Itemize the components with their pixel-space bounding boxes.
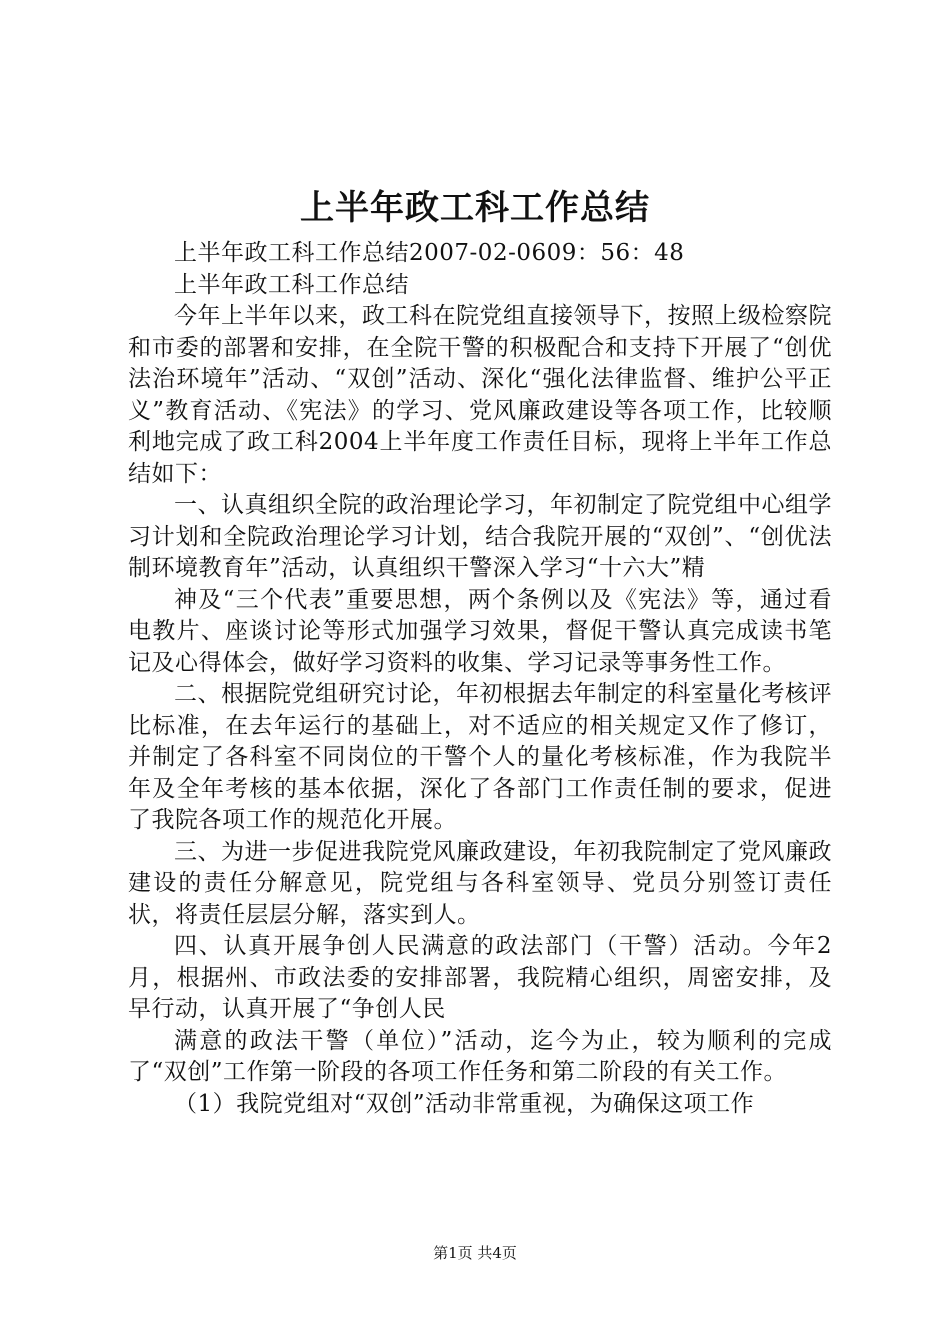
paragraph-intro: 今年上半年以来，政工科在院党组直接领导下，按照上级检察院和市委的部署和安排，在全院干警的积极配合和支持下开展了“创优法治环境年”活动、“双创”活动、深化“强化法律监督、维护公平正义”教育活动、《宪法》的学习、党风廉政建设等各项工作，比较顺利地完成了政工科2004上半年度工作责任目标，现将上半年工作总结如下： [128,303,832,487]
paragraph-subtitle: 上半年政工科工作总结 [174,271,409,298]
paragraph-subtitle-date: 上半年政工科工作总结2007-02-0609：56：48 [174,240,685,266]
paragraph-section-1: 一、认真组织全院的政治理论学习，年初制定了院党组中心组学习计划和全院政治理论学习计划，结合我院开展的“双创”、“创优法制环境教育年”活动，认真组织干警深入学习“十六大”精 [128,492,832,581]
paragraph-section-4: 四、认真开展争创人民满意的政法部门（干警）活动。今年2月，根据州、市政法委的安排部署，我院精心组织，周密安排，及早行动，认真开展了“争创人民 [128,933,832,1022]
document-body [128,238,832,1120]
paragraph-section-3: 三、为进一步促进我院党风廉政建设，年初我院制定了党风廉政建设的责任分解意见，院党组与各科室领导、党员分别签订责任状，将责任层层分解，落实到人。 [128,838,832,928]
page-number-footer: 第1页 共4页 [433,1244,517,1262]
paragraph-section-1-cont: 神及“三个代表”重要思想，两个条例以及《宪法》等，通过看电教片、座谈讨论等形式加强学习效果，督促干警认真完成读书笔记及心得体会，做好学习资料的收集、学习记录等事务性工作。 [128,586,832,676]
paragraph-item-1: （1）我院党组对“双创”活动非常重视，为确保这项工作 [174,1090,755,1117]
page-title: 上半年政工科工作总结 [300,188,650,228]
paragraph-section-4-cont: 满意的政法干警（单位）”活动，迄今为止，较为顺利的完成了“双创”工作第一阶段的各项工作任务和第二阶段的有关工作。 [128,1027,832,1085]
paragraph-section-2: 二、根据院党组研究讨论，年初根据去年制定的科室量化考核评比标准，在去年运行的基础上，对不适应的相关规定又作了修订，并制定了各科室不同岗位的干警个人的量化考核标准，作为我院半年及全年考核的基本依据，深化了各部门工作责任制的要求，促进了我院各项工作的规范化开展。 [128,681,832,833]
